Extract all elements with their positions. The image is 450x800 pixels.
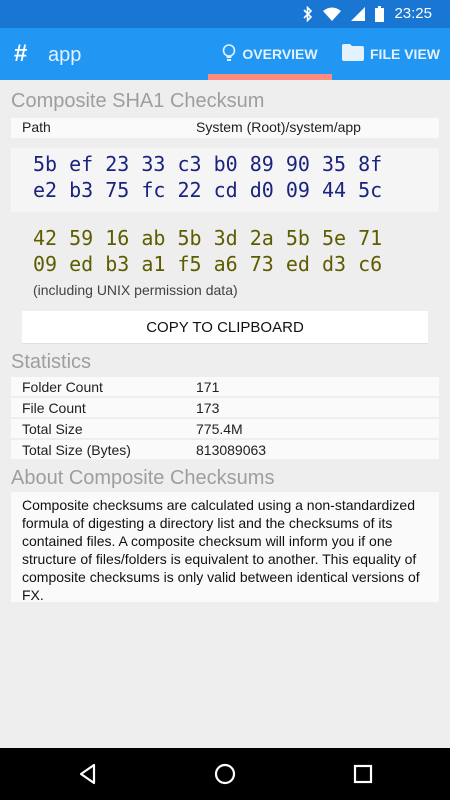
tab-overview[interactable] xyxy=(208,28,332,80)
recents-icon[interactable] xyxy=(351,762,375,786)
stat-label: Total Size xyxy=(22,421,83,437)
hash-line: 09 ed b3 a1 f5 a6 73 ed d3 c6 xyxy=(33,252,383,276)
stat-label: File Count xyxy=(22,400,86,416)
stat-value: 775.4M xyxy=(196,421,243,437)
stat-row-file-count xyxy=(11,398,439,418)
checksum-section-title: Composite SHA1 Checksum xyxy=(11,90,265,112)
stat-row-folder-count xyxy=(11,377,439,397)
stat-row-total-size-bytes xyxy=(11,440,439,460)
stat-label: Total Size (Bytes) xyxy=(22,442,131,458)
lightbulb-icon xyxy=(222,44,236,65)
tab-file-view[interactable] xyxy=(332,28,450,80)
hash-line: 42 59 16 ab 5b 3d 2a 5b 5e 71 xyxy=(33,226,383,250)
about-text: Composite checksums are calculated using a non-standardized formula of digesting a directory list and the checksums of its contained files. A composite checksum will inform you if one structure of files/folders is equivalent to another. This equality of composite checksums is only valid between identical versions of FX. xyxy=(11,492,439,602)
path-label: Path xyxy=(22,119,51,135)
battery-icon xyxy=(375,6,384,22)
folder-icon xyxy=(342,44,364,64)
statistics-section-title: Statistics xyxy=(11,351,92,373)
status-time: 23:25 xyxy=(394,5,432,22)
stat-value: 173 xyxy=(196,400,220,416)
tab-file-view-label: FILE VIEW xyxy=(370,46,440,62)
stat-value: 171 xyxy=(196,379,220,395)
hash-line: e2 b3 75 fc 22 cd d0 09 44 5c xyxy=(33,178,383,202)
wifi-icon xyxy=(323,7,341,21)
tab-overview-label: OVERVIEW xyxy=(242,46,318,62)
hash-line: 5b ef 23 33 c3 b0 89 90 35 8f xyxy=(33,152,383,176)
back-icon[interactable] xyxy=(76,762,100,786)
status-bar xyxy=(0,0,450,28)
about-section-title: About Composite Checksums xyxy=(11,467,275,489)
home-icon[interactable] xyxy=(213,762,237,786)
stat-value: 813089063 xyxy=(196,442,267,458)
path-value: System (Root)/system/app xyxy=(196,119,361,135)
hash-block-primary xyxy=(11,148,439,212)
stat-row-total-size xyxy=(11,419,439,439)
signal-icon xyxy=(351,7,365,21)
copy-to-clipboard-button[interactable]: COPY TO CLIPBOARD xyxy=(22,311,428,344)
stat-label: Folder Count xyxy=(22,379,103,395)
navigation-bar xyxy=(0,748,450,800)
app-bar xyxy=(0,28,450,80)
bluetooth-icon xyxy=(303,6,313,22)
hash-icon: # xyxy=(14,40,28,67)
app-title: app xyxy=(48,44,82,66)
tab-indicator xyxy=(208,74,332,80)
path-row xyxy=(11,118,439,138)
permission-note: (including UNIX permission data) xyxy=(33,282,238,298)
